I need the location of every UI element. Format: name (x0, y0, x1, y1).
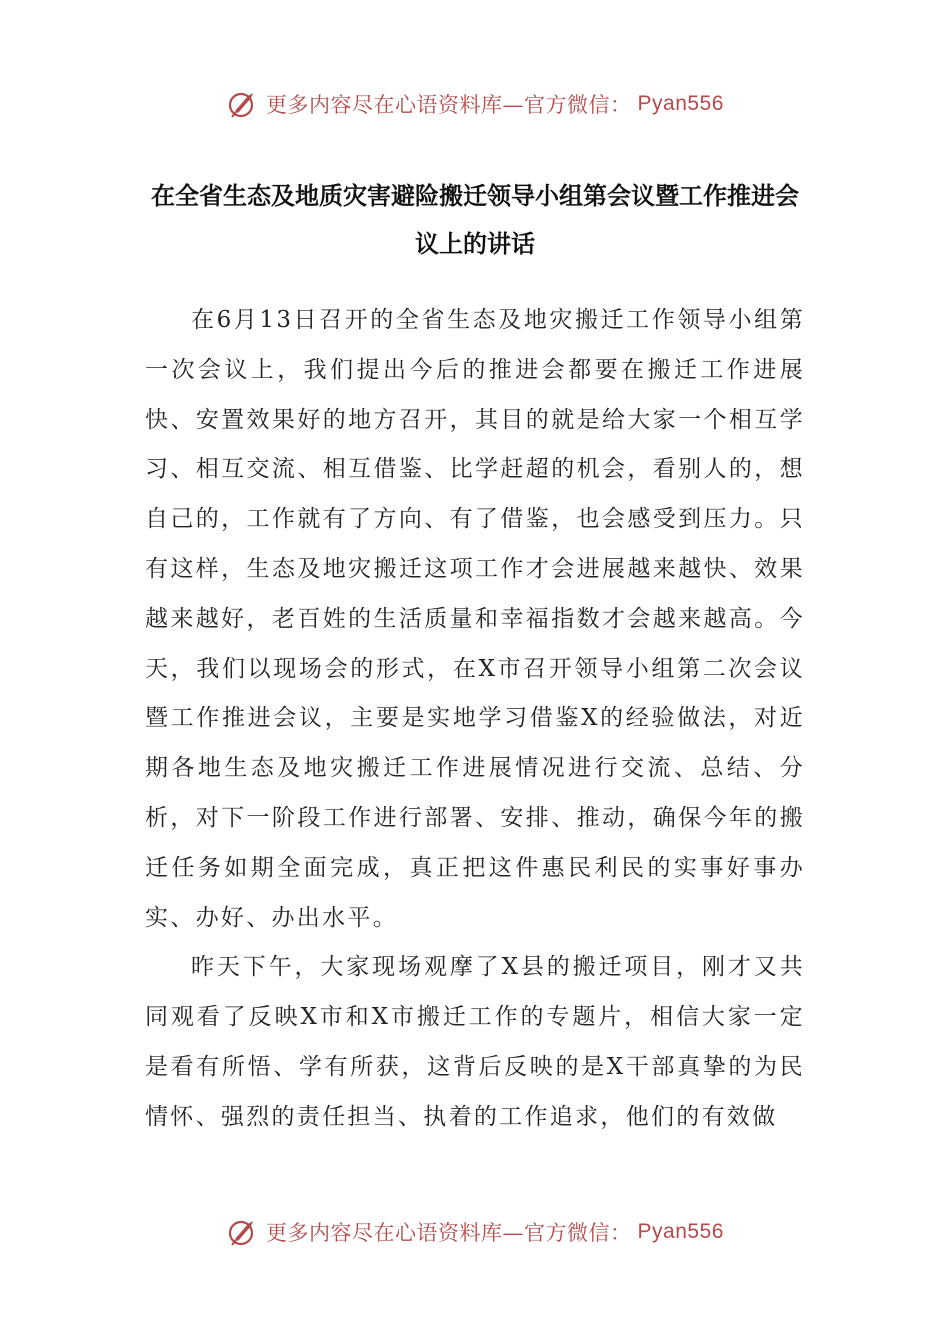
wechat-id: Pyan556 (637, 92, 724, 115)
paragraph: 在6月13日召开的全省生态及地灾搬迁工作领导小组第一次会议上，我们提出今后的推进会都要在搬迁工作进展快、安置效果好的地方召开，其目的就是给大家一个相互学习、相互交流、相互借鉴、比学赶超的机会，看别人的，想自己的，工作就有了方向、有了借鉴，也会感受到压力。只有这样，生态及地灾搬迁这项工作才会进展越来越快、效果越来越好，老百姓的生活质量和幸福指数才会越来越高。今天，我们以现场会的形式，在X市召开领导小组第二次会议暨工作推进会议，主要是实地学习借鉴X的经验做法，对近期各地生态及地灾搬迁工作进展情况进行交流、总结、分析，对下一阶段工作进行部署、安排、推动，确保今年的搬迁任务如期全面完成，真正把这件惠民利民的实事好事办实、办好、办出水平。 (145, 307, 805, 931)
header-banner (0, 82, 950, 126)
banner-text: 更多内容尽在心语资料库—官方微信： (266, 93, 632, 117)
banner-text: 更多内容尽在心语资料库—官方微信： (266, 1221, 632, 1245)
pen-nib-logo-icon (226, 1215, 260, 1249)
document-body (145, 296, 805, 1143)
wechat-id: Pyan556 (637, 1220, 724, 1243)
document-title: 在全省生态及地质灾害避险搬迁领导小组第会议暨工作推进会议上的讲话 (151, 182, 799, 258)
pen-nib-logo-icon (226, 87, 260, 121)
paragraph: 昨天下午，大家现场观摩了X县的搬迁项目，刚才又共同观看了反映X市和X市搬迁工作的专题片，相信大家一定是看有所悟、学有所获，这背后反映的是X干部真挚的为民情怀、强烈的责任担当、执着的工作追求，他们的有效做 (145, 954, 805, 1130)
footer-banner (0, 1210, 950, 1254)
